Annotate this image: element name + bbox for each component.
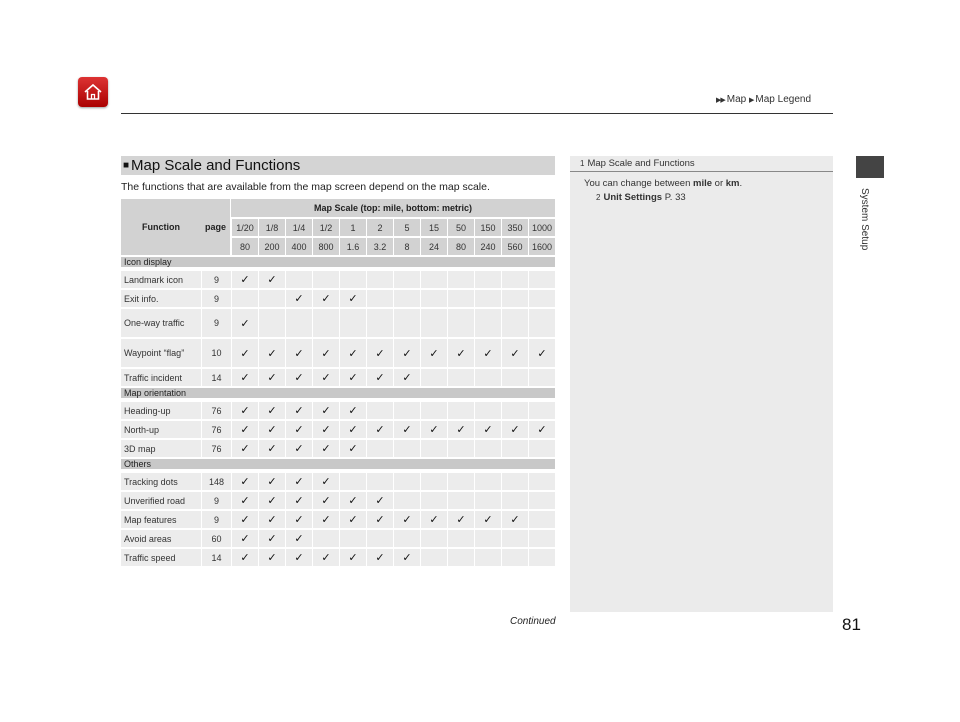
intro-text: The functions that are available from the map screen depend on the map scale.: [121, 181, 490, 193]
check-mark-icon: ✓: [285, 440, 312, 459]
note-icon: 1: [580, 159, 585, 168]
empty-cell: [420, 271, 447, 290]
empty-cell: [393, 271, 420, 290]
check-mark-icon: ✓: [231, 339, 258, 369]
check-mark-icon: ✓: [231, 309, 258, 339]
note-km: km: [725, 178, 740, 189]
empty-cell: [528, 369, 555, 388]
page-ref[interactable]: 9: [201, 511, 231, 530]
page-ref[interactable]: 9: [201, 290, 231, 309]
check-mark-icon: ✓: [231, 473, 258, 492]
empty-cell: [447, 549, 474, 568]
check-mark-icon: ✓: [393, 421, 420, 440]
continued-label: Continued: [510, 616, 556, 627]
table-row: [121, 369, 555, 388]
note-title: [570, 156, 833, 172]
table-row: [121, 421, 555, 440]
table-row: [121, 549, 555, 568]
category-label: Icon display: [121, 257, 555, 271]
empty-cell: [474, 492, 501, 511]
check-mark-icon: ✓: [231, 530, 258, 549]
check-mark-icon: ✓: [312, 511, 339, 530]
check-mark-icon: ✓: [231, 271, 258, 290]
empty-cell: [393, 492, 420, 511]
check-mark-icon: ✓: [339, 492, 366, 511]
check-mark-icon: ✓: [258, 271, 285, 290]
check-mark-icon: ✓: [420, 421, 447, 440]
function-name: Unverified road: [121, 492, 201, 511]
function-name: 3D map: [121, 440, 201, 459]
check-mark-icon: ✓: [312, 402, 339, 421]
empty-cell: [420, 473, 447, 492]
note-text: [584, 177, 833, 191]
scale-metric-cell: 800: [312, 238, 339, 257]
empty-cell: [474, 290, 501, 309]
empty-cell: [447, 492, 474, 511]
table-row: [121, 309, 555, 339]
check-mark-icon: ✓: [258, 492, 285, 511]
function-name: Traffic speed: [121, 549, 201, 568]
empty-cell: [366, 402, 393, 421]
empty-cell: [420, 309, 447, 339]
empty-cell: [528, 473, 555, 492]
table-row: [121, 271, 555, 290]
scale-mile-cell: 15: [420, 219, 447, 238]
empty-cell: [366, 473, 393, 492]
note-text-part: .: [739, 178, 743, 189]
function-name: Traffic incident: [121, 369, 201, 388]
check-mark-icon: ✓: [285, 339, 312, 369]
check-mark-icon: ✓: [528, 421, 555, 440]
empty-cell: [420, 369, 447, 388]
scale-mile-cell: 1/8: [258, 219, 285, 238]
scale-metric-cell: 1600: [528, 238, 555, 257]
check-mark-icon: ✓: [366, 492, 393, 511]
empty-cell: [312, 309, 339, 339]
function-name: Waypoint “flag”: [121, 339, 201, 369]
check-mark-icon: ✓: [285, 369, 312, 388]
function-name: Exit info.: [121, 290, 201, 309]
empty-cell: [339, 309, 366, 339]
category-row: [121, 388, 555, 402]
check-mark-icon: ✓: [312, 492, 339, 511]
empty-cell: [339, 530, 366, 549]
check-mark-icon: ✓: [528, 339, 555, 369]
empty-cell: [447, 440, 474, 459]
table-row: [121, 473, 555, 492]
scale-metric-cell: 3.2: [366, 238, 393, 257]
empty-cell: [393, 309, 420, 339]
table-body: [121, 257, 555, 568]
check-mark-icon: ✓: [393, 549, 420, 568]
check-mark-icon: ✓: [258, 402, 285, 421]
page-ref[interactable]: 76: [201, 421, 231, 440]
column-header-page: page: [201, 199, 231, 257]
column-header-map-scale: Map Scale (top: mile, bottom: metric): [231, 199, 555, 219]
check-mark-icon: ✓: [285, 492, 312, 511]
check-mark-icon: ✓: [366, 511, 393, 530]
category-label: Map orientation: [121, 388, 555, 402]
check-mark-icon: ✓: [366, 549, 393, 568]
check-mark-icon: ✓: [258, 421, 285, 440]
empty-cell: [258, 290, 285, 309]
home-icon: [82, 81, 104, 103]
check-mark-icon: ✓: [231, 369, 258, 388]
check-mark-icon: ✓: [501, 511, 528, 530]
empty-cell: [447, 309, 474, 339]
unit-settings-link[interactable]: [584, 191, 833, 205]
category-row: [121, 459, 555, 473]
check-mark-icon: ✓: [447, 421, 474, 440]
scale-mile-cell: 1/2: [312, 219, 339, 238]
scale-metric-cell: 400: [285, 238, 312, 257]
scale-mile-cell: 150: [474, 219, 501, 238]
note-text-part: or: [712, 178, 726, 189]
empty-cell: [312, 271, 339, 290]
check-mark-icon: ✓: [312, 369, 339, 388]
check-mark-icon: ✓: [258, 511, 285, 530]
breadcrumb-item-map-legend[interactable]: Map Legend: [755, 94, 812, 105]
check-mark-icon: ✓: [231, 421, 258, 440]
check-mark-icon: ✓: [285, 549, 312, 568]
function-name: Map features: [121, 511, 201, 530]
chapter-tab-marker: [856, 156, 884, 178]
page-ref[interactable]: 9: [201, 309, 231, 339]
table-row: [121, 492, 555, 511]
empty-cell: [528, 549, 555, 568]
page-ref[interactable]: 60: [201, 530, 231, 549]
empty-cell: [420, 290, 447, 309]
check-mark-icon: ✓: [447, 511, 474, 530]
empty-cell: [366, 530, 393, 549]
check-mark-icon: ✓: [312, 473, 339, 492]
empty-cell: [474, 473, 501, 492]
check-mark-icon: ✓: [474, 421, 501, 440]
empty-cell: [258, 309, 285, 339]
check-mark-icon: ✓: [312, 421, 339, 440]
empty-cell: [366, 271, 393, 290]
scale-metric-cell: 8: [393, 238, 420, 257]
check-mark-icon: ✓: [339, 511, 366, 530]
empty-cell: [528, 440, 555, 459]
check-mark-icon: ✓: [366, 369, 393, 388]
check-mark-icon: ✓: [393, 369, 420, 388]
check-mark-icon: ✓: [393, 339, 420, 369]
empty-cell: [528, 402, 555, 421]
function-name: One-way traffic: [121, 309, 201, 339]
check-mark-icon: ✓: [312, 290, 339, 309]
check-mark-icon: ✓: [258, 473, 285, 492]
reference-arrow-icon: 2: [596, 193, 601, 202]
note-title-text: Map Scale and Functions: [587, 158, 695, 169]
check-mark-icon: ✓: [339, 290, 366, 309]
check-mark-icon: ✓: [285, 511, 312, 530]
empty-cell: [312, 530, 339, 549]
check-mark-icon: ✓: [420, 339, 447, 369]
check-mark-icon: ✓: [339, 421, 366, 440]
table-row: [121, 530, 555, 549]
empty-cell: [528, 530, 555, 549]
empty-cell: [447, 290, 474, 309]
note-link-page[interactable]: P. 33: [664, 192, 686, 203]
empty-cell: [420, 492, 447, 511]
check-mark-icon: ✓: [258, 549, 285, 568]
chapter-tab-label: System Setup: [859, 188, 870, 251]
scale-mile-cell: 1/4: [285, 219, 312, 238]
empty-cell: [501, 530, 528, 549]
scale-metric-cell: 240: [474, 238, 501, 257]
check-mark-icon: ✓: [285, 290, 312, 309]
empty-cell: [393, 402, 420, 421]
check-mark-icon: ✓: [339, 549, 366, 568]
scale-mile-cell: 1000: [528, 219, 555, 238]
header-divider: [121, 113, 833, 114]
check-mark-icon: ✓: [231, 440, 258, 459]
empty-cell: [231, 290, 258, 309]
empty-cell: [285, 309, 312, 339]
scale-mile-cell: 1: [339, 219, 366, 238]
scale-metric-cell: 24: [420, 238, 447, 257]
empty-cell: [501, 492, 528, 511]
home-button[interactable]: [78, 77, 108, 107]
empty-cell: [501, 549, 528, 568]
check-mark-icon: ✓: [258, 339, 285, 369]
empty-cell: [447, 369, 474, 388]
empty-cell: [285, 271, 312, 290]
note-body: [570, 172, 833, 205]
empty-cell: [501, 440, 528, 459]
check-mark-icon: ✓: [231, 549, 258, 568]
check-mark-icon: ✓: [474, 511, 501, 530]
empty-cell: [501, 271, 528, 290]
scale-mile-cell: 5: [393, 219, 420, 238]
empty-cell: [366, 309, 393, 339]
empty-cell: [420, 549, 447, 568]
check-mark-icon: ✓: [366, 421, 393, 440]
check-mark-icon: ✓: [339, 369, 366, 388]
empty-cell: [528, 271, 555, 290]
check-mark-icon: ✓: [474, 339, 501, 369]
side-note: [570, 156, 833, 612]
function-name: Landmark icon: [121, 271, 201, 290]
check-mark-icon: ✓: [339, 440, 366, 459]
check-mark-icon: ✓: [312, 440, 339, 459]
empty-cell: [420, 402, 447, 421]
page-number: 81: [842, 615, 861, 634]
note-mile: mile: [693, 178, 713, 189]
section-title-text: Map Scale and Functions: [131, 157, 301, 174]
empty-cell: [339, 271, 366, 290]
table-row: [121, 290, 555, 309]
empty-cell: [447, 473, 474, 492]
scale-metric-cell: 80: [447, 238, 474, 257]
check-mark-icon: ✓: [258, 369, 285, 388]
empty-cell: [474, 549, 501, 568]
empty-cell: [447, 530, 474, 549]
check-mark-icon: ✓: [339, 402, 366, 421]
empty-cell: [420, 530, 447, 549]
empty-cell: [393, 530, 420, 549]
scale-metric-cell: 200: [258, 238, 285, 257]
empty-cell: [501, 309, 528, 339]
empty-cell: [393, 290, 420, 309]
empty-cell: [501, 402, 528, 421]
function-name: Avoid areas: [121, 530, 201, 549]
empty-cell: [474, 530, 501, 549]
section-title: [121, 156, 555, 175]
empty-cell: [501, 290, 528, 309]
page-ref[interactable]: 148: [201, 473, 231, 492]
check-mark-icon: ✓: [501, 421, 528, 440]
check-mark-icon: ✓: [312, 549, 339, 568]
table-row: [121, 339, 555, 369]
empty-cell: [528, 511, 555, 530]
breadcrumb: [716, 94, 811, 105]
check-mark-icon: ✓: [393, 511, 420, 530]
check-mark-icon: ✓: [258, 440, 285, 459]
column-header-function: Function: [121, 199, 201, 257]
empty-cell: [474, 402, 501, 421]
scale-mile-cell: 2: [366, 219, 393, 238]
empty-cell: [447, 402, 474, 421]
map-scale-table: [121, 199, 555, 568]
empty-cell: [393, 440, 420, 459]
empty-cell: [528, 309, 555, 339]
page-ref[interactable]: 76: [201, 402, 231, 421]
table-row: [121, 440, 555, 459]
empty-cell: [528, 290, 555, 309]
function-name: Heading-up: [121, 402, 201, 421]
empty-cell: [501, 473, 528, 492]
scale-metric-cell: 560: [501, 238, 528, 257]
empty-cell: [474, 440, 501, 459]
check-mark-icon: ✓: [231, 402, 258, 421]
check-mark-icon: ✓: [447, 339, 474, 369]
empty-cell: [447, 271, 474, 290]
section-square-icon: ■: [123, 160, 130, 171]
check-mark-icon: ✓: [258, 530, 285, 549]
category-label: Others: [121, 459, 555, 473]
check-mark-icon: ✓: [285, 421, 312, 440]
breadcrumb-item-map[interactable]: Map: [726, 94, 747, 105]
check-mark-icon: ✓: [231, 511, 258, 530]
table-row: [121, 402, 555, 421]
scale-mile-cell: 50: [447, 219, 474, 238]
function-name: North-up: [121, 421, 201, 440]
page-ref[interactable]: 14: [201, 549, 231, 568]
check-mark-icon: ✓: [420, 511, 447, 530]
table-row: [121, 511, 555, 530]
check-mark-icon: ✓: [312, 339, 339, 369]
empty-cell: [474, 271, 501, 290]
page-ref[interactable]: 14: [201, 369, 231, 388]
check-mark-icon: ✓: [339, 339, 366, 369]
check-mark-icon: ✓: [501, 339, 528, 369]
note-text-part: You can change between: [584, 178, 693, 189]
page-ref[interactable]: 76: [201, 440, 231, 459]
check-mark-icon: ✓: [285, 530, 312, 549]
page-ref[interactable]: 9: [201, 271, 231, 290]
note-link-label[interactable]: Unit Settings: [603, 192, 663, 203]
page-ref[interactable]: 10: [201, 339, 231, 369]
scale-mile-cell: 1/20: [231, 219, 258, 238]
empty-cell: [393, 473, 420, 492]
category-row: [121, 257, 555, 271]
empty-cell: [366, 290, 393, 309]
check-mark-icon: ✓: [366, 339, 393, 369]
check-mark-icon: ✓: [285, 402, 312, 421]
empty-cell: [501, 369, 528, 388]
empty-cell: [420, 440, 447, 459]
breadcrumb-arrow-icon: ▶▶: [716, 97, 725, 104]
empty-cell: [528, 492, 555, 511]
check-mark-icon: ✓: [285, 473, 312, 492]
scale-metric-cell: 1.6: [339, 238, 366, 257]
empty-cell: [366, 440, 393, 459]
empty-cell: [474, 369, 501, 388]
empty-cell: [474, 309, 501, 339]
check-mark-icon: ✓: [231, 492, 258, 511]
function-name: Tracking dots: [121, 473, 201, 492]
scale-mile-cell: 350: [501, 219, 528, 238]
scale-metric-cell: 80: [231, 238, 258, 257]
page-ref[interactable]: 9: [201, 492, 231, 511]
breadcrumb-arrow-icon: ▶: [749, 97, 754, 104]
empty-cell: [339, 473, 366, 492]
